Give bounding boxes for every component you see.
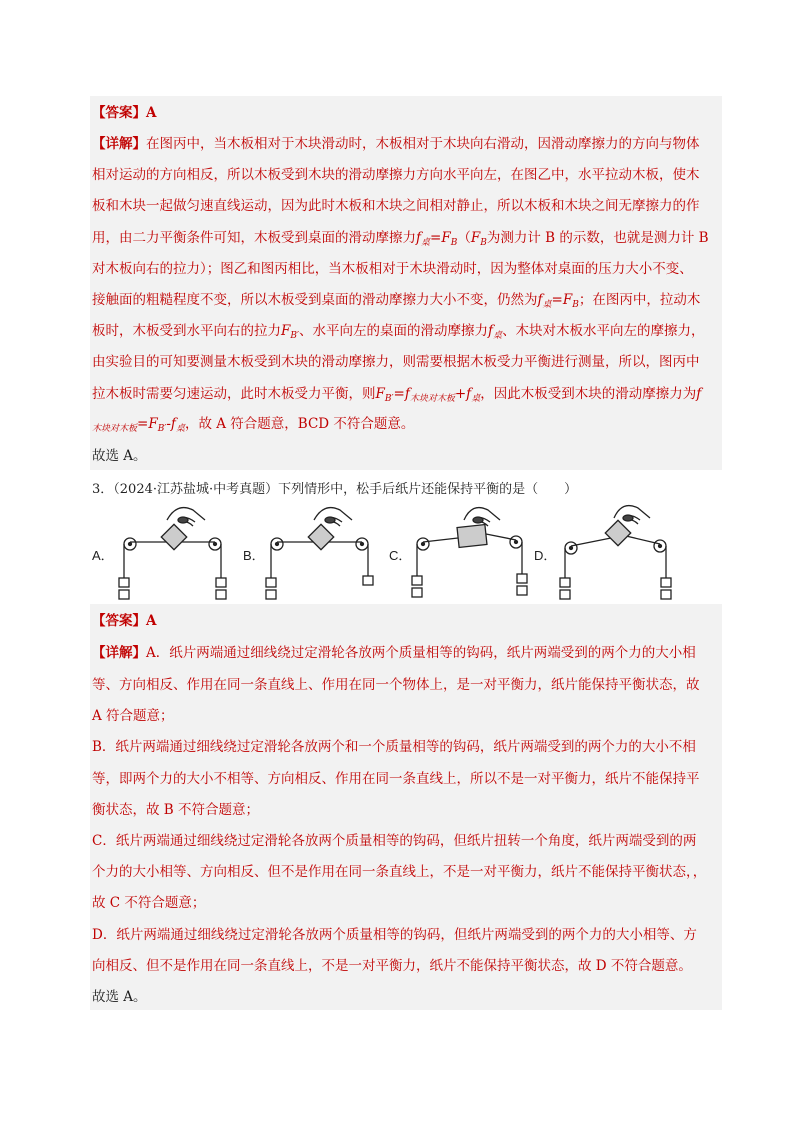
conclusion-2: 故选 A。 xyxy=(92,989,147,1005)
detail2-line-9: 故 C 不符合题意； xyxy=(92,895,206,911)
figure-b xyxy=(262,498,377,604)
figure-d xyxy=(556,498,676,604)
conclusion-1: 故选 A。 xyxy=(92,448,147,464)
detail2-line-6: 衡状态，故 B 不符合题意； xyxy=(92,802,260,818)
option-label-b: B． xyxy=(243,548,265,563)
detail-line-5: 对木板向右的拉力）；图乙和图丙相比，当木板相对于木块滑动时，因为整体对桌面的压力大小不变、 xyxy=(92,261,693,277)
detail-line-1: 【详解】在图丙中，当木板相对于木块滑动时，木板相对于木块向右滑动，因滑动摩擦力的方向与物体 xyxy=(92,136,700,152)
detail2-line-4: B．纸片两端通过细线绕过定滑轮各放两个和一个质量相等的钩码，纸片两端受到的两个力的大小不相 xyxy=(92,739,696,755)
detail2-line-8: 个力的大小相等、方向相反、但不是作用在同一条直线上，不是一对平衡力，纸片不能保持平衡状态，， xyxy=(92,864,707,880)
detail2-line-3: A 符合题意； xyxy=(92,708,174,724)
detail-line-3: 板和木块一起做匀速直线运动，因为此时木板和木块之间相对静止，所以木板和木块之间无摩擦力的作 xyxy=(92,198,700,214)
detail-line-8: 由实验目的可知要测量木板受到木块的滑动摩擦力，则需要根据木板受力平衡进行测量，所以，图丙中 xyxy=(92,354,700,370)
detail2-line-2: 等、方向相反、作用在同一条直线上、作用在同一个物体上，是一对平衡力，纸片能保持平衡状态，故 xyxy=(92,677,700,693)
detail2-line-10: D．纸片两端通过细线绕过定滑轮各放两个质量相等的钩码，但纸片两端受到的两个力的大小相等、方 xyxy=(92,927,697,943)
answer-line: 【答案】A xyxy=(92,105,157,121)
figure-a xyxy=(115,498,230,604)
detail-line-4: 用，由二力平衡条件可知，木板受到桌面的滑动摩擦力$f_桌=F_B(F_B$为测力计 B 的示数，也就是测力计 B xyxy=(92,230,709,248)
detail-line-10: $_{木块对木板}=F_{B'}-f_桌$，故 A 符合题意，BCD 不符合题意。 xyxy=(92,416,415,434)
detail2-line-1: 【详解】A．纸片两端通过细线绕过定滑轮各放两个质量相等的钩码，纸片两端受到的两个力的大小相 xyxy=(92,645,696,661)
option-label-c: C． xyxy=(389,548,412,563)
detail2-line-5: 等，即两个力的大小不相等、方向相反、作用在同一条直线上，所以不是一对平衡力，纸片不能保持平 xyxy=(92,771,700,787)
option-label-a: A． xyxy=(92,548,114,563)
detail-line-2: 相对运动的方向相反，所以木板受到木块的滑动摩擦力方向水平向左，在图乙中，水平拉动木板，使木 xyxy=(92,167,700,183)
figure-c xyxy=(408,498,528,604)
option-label-d: D． xyxy=(534,548,557,563)
question-text: 3．（2024·江苏盐城·中考真题）下列情形中，松手后纸片还能保持平衡的是（ ） xyxy=(92,482,578,497)
detail-line-7: 板时，木板受到水平向右的拉力$F_{B'}$、水平向左的桌面的滑动摩擦力$f_桌$、木块对木板水平向左的摩擦力， xyxy=(92,323,705,341)
detail2-line-7: C．纸片两端通过细线绕过定滑轮各放两个质量相等的钩码，但纸片扭转一个角度，纸片两端受到的两 xyxy=(92,833,697,849)
detail-line-9: 拉木板时需要匀速运动，此时木板受力平衡，则$F_{B'}=f_{木块对木板}+f_桌$，因此木板受到木块的滑动摩擦力为f xyxy=(92,386,702,404)
answer-line-2: 【答案】A xyxy=(92,613,157,629)
detail2-line-11: 向相反、但不是作用在同一条直线上，不是一对平衡力，纸片不能保持平衡状态，故 D 不符合题意。 xyxy=(92,958,692,974)
detail-line-6: 接触面的粗糙程度不变，所以木板受到桌面的滑动摩擦力大小不变，仍然为$f_桌=F_B$；在图丙中，拉动木 xyxy=(92,292,701,310)
